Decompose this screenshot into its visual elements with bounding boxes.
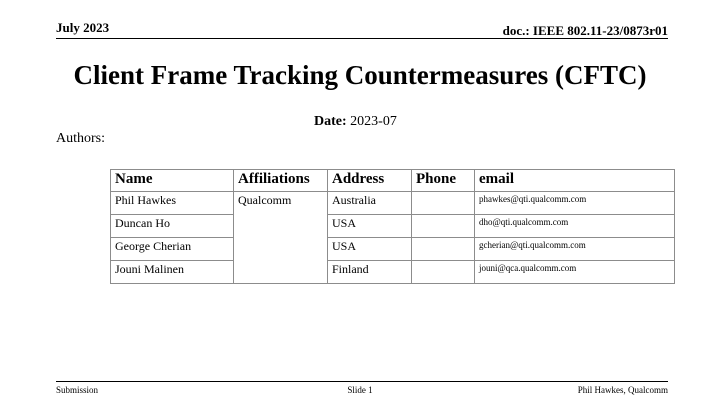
cell-email: phawkes@qti.qualcomm.com bbox=[475, 192, 675, 215]
col-header-phone: Phone bbox=[412, 170, 475, 192]
col-header-affiliations: Affiliations bbox=[234, 170, 328, 192]
cell-address: Australia bbox=[328, 192, 412, 215]
col-header-name: Name bbox=[111, 170, 234, 192]
header-date: July 2023 bbox=[56, 20, 110, 35]
cell-affiliation: Qualcomm bbox=[234, 192, 328, 284]
header-doc-id: doc.: IEEE 802.11-23/0873r01 bbox=[502, 23, 668, 38]
table-row bbox=[111, 238, 675, 261]
cell-address: USA bbox=[328, 215, 412, 238]
table-row bbox=[111, 192, 675, 215]
cell-email: gcherian@qti.qualcomm.com bbox=[475, 238, 675, 261]
footer-submission: Submission bbox=[56, 385, 99, 395]
table-row bbox=[111, 215, 675, 238]
footer-author: Phil Hawkes, Qualcomm bbox=[577, 385, 668, 395]
cell-name: Phil Hawkes bbox=[111, 192, 234, 215]
cell-name: George Cherian bbox=[111, 238, 234, 261]
date-value: 2023-07 bbox=[350, 114, 397, 129]
table-header-row bbox=[111, 170, 675, 192]
date-line bbox=[314, 114, 397, 130]
footer-rule bbox=[56, 381, 668, 382]
cell-email: jouni@qca.qualcomm.com bbox=[475, 261, 675, 284]
col-header-email: email bbox=[475, 170, 675, 192]
cell-email: dho@qti.qualcomm.com bbox=[475, 215, 675, 238]
col-header-address: Address bbox=[328, 170, 412, 192]
header-rule bbox=[56, 38, 668, 39]
cell-name: Duncan Ho bbox=[111, 215, 234, 238]
cell-address: USA bbox=[328, 238, 412, 261]
authors-label: Authors: bbox=[56, 131, 105, 146]
cell-phone bbox=[412, 215, 475, 238]
cell-phone bbox=[412, 261, 475, 284]
cell-name: Jouni Malinen bbox=[111, 261, 234, 284]
slide-title: Client Frame Tracking Countermeasures (CFTC) bbox=[73, 60, 647, 90]
authors-table bbox=[110, 169, 675, 284]
cell-phone bbox=[412, 238, 475, 261]
footer-slide-number: Slide 1 bbox=[347, 385, 373, 395]
cell-address: Finland bbox=[328, 261, 412, 284]
cell-phone bbox=[412, 192, 475, 215]
date-label: Date: bbox=[314, 114, 347, 129]
table-row bbox=[111, 261, 675, 284]
